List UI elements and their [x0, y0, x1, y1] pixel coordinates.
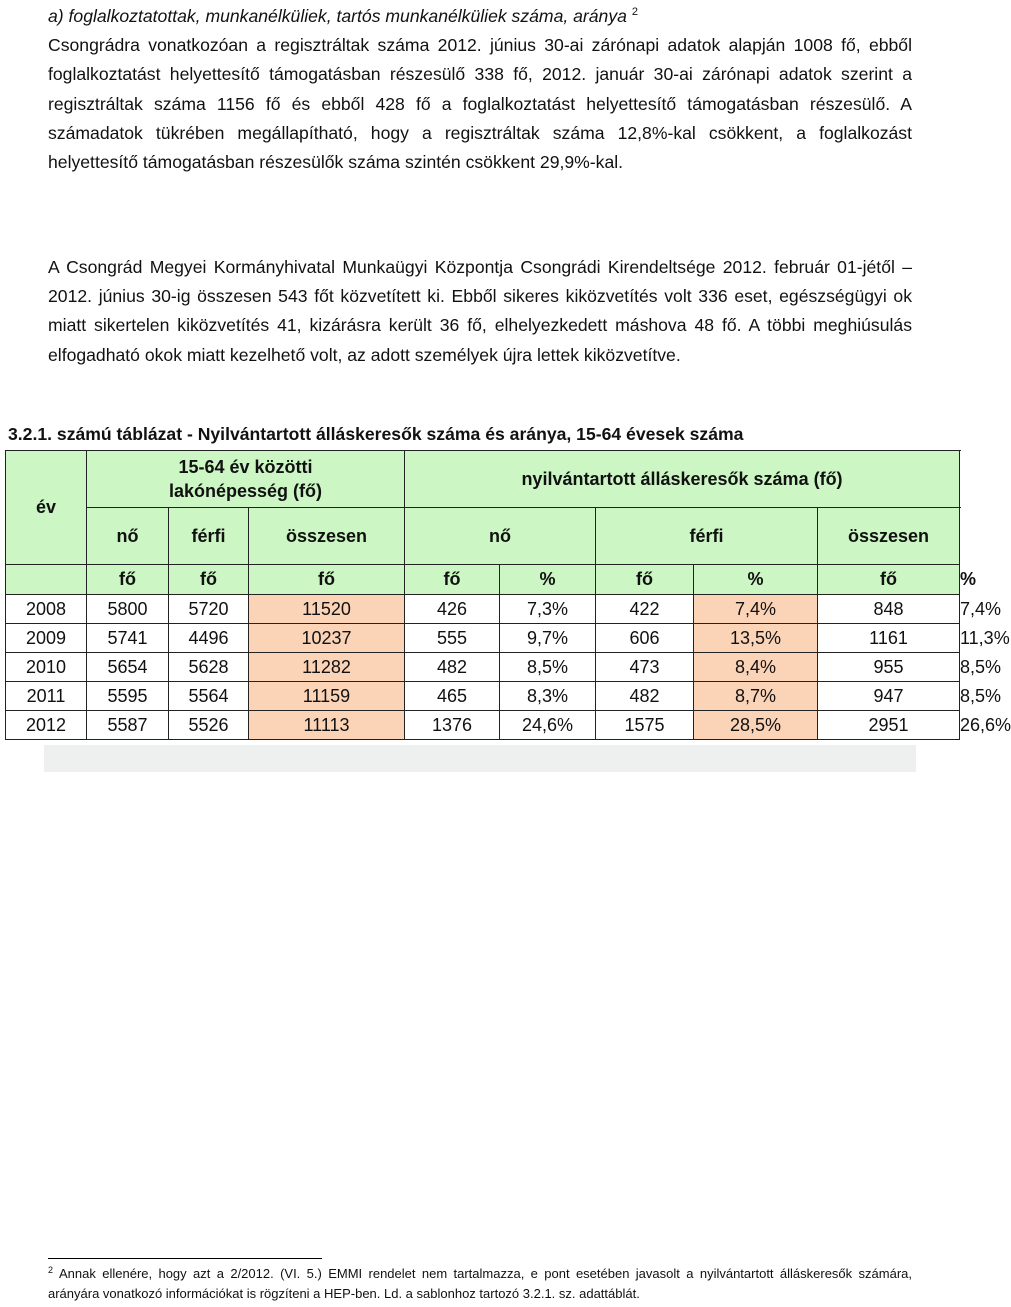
- table-cell: 4496: [169, 624, 249, 653]
- footnote-reference: 2: [631, 6, 638, 19]
- table-cell: 5741: [87, 624, 169, 653]
- header-unit-2: fő: [249, 565, 405, 595]
- table-cell: 28,5%: [694, 711, 818, 740]
- year-cell: 2011: [6, 682, 87, 711]
- table-body: [6, 595, 1011, 740]
- table-cell: 5526: [169, 711, 249, 740]
- intro-body: Csongrádra vonatkozóan a regisztráltak száma 2012. június 30-ai zárónapi adatok alapján 1008 fő, ebből foglalkoztatást helyettesítő támogatásban részesülő 338 fő, 2012. január 30-ai zárónapi adatok szerint a regisztráltak száma 1156 fő és ebből 428 fő a foglalkoztatást helyettesítő támogatásban részesülő. A számadatok tükrében megállapítható, hogy a regisztráltak száma 12,8%-kal csökkent, a foglalkozást helyettesítő támogatásban részesülők száma szintén csökkent 29,9%-kal.: [48, 35, 912, 173]
- table-cell: 5800: [87, 595, 169, 624]
- table-cell: 1575: [596, 711, 694, 740]
- table-cell: 5720: [169, 595, 249, 624]
- header-unit-4: %: [500, 565, 596, 595]
- header-population-group: 15-64 év közötti lakónépesség (fő): [87, 451, 405, 508]
- header-sub-4: férfi: [596, 508, 818, 565]
- header-sub-2: összesen: [249, 508, 405, 565]
- table-cell: 2951: [818, 711, 960, 740]
- footnote-text: Annak ellenére, hogy azt a 2/2012. (VI. 5.) EMMI rendelet nem tartalmazza, e pont esetében javasolt a nyilvántartott álláskeresők számára, arányára vonatkozó információkat is rögzíteni a HEP-ben. Ld. a sablonhoz tartozó 3.2.1. sz. adattáblát.: [48, 1266, 912, 1301]
- table-cell: 10237: [249, 624, 405, 653]
- table-cell: 8,7%: [694, 682, 818, 711]
- table-row: 2012 5587 5526 11113 1376 24,6% 1575 28,5% 2951 26,6%: [6, 711, 960, 740]
- header-unit-7: fő: [818, 565, 960, 595]
- header-unit-3: fő: [405, 565, 500, 595]
- footnote: [48, 1264, 912, 1304]
- table-cell: 955: [818, 653, 960, 682]
- header-unit-5: fő: [596, 565, 694, 595]
- grey-band: [44, 745, 916, 772]
- table-cell: 11520: [249, 595, 405, 624]
- header-unit-6: %: [694, 565, 818, 595]
- table-header-row-sub: [6, 508, 960, 565]
- year-cell: 2008: [6, 595, 87, 624]
- table-cell: 8,3%: [500, 682, 596, 711]
- table-cell: 11282: [249, 653, 405, 682]
- table-cell: 465: [405, 682, 500, 711]
- table-cell: 555: [405, 624, 500, 653]
- header-sub-0: nő: [87, 508, 169, 565]
- table-cell: 5654: [87, 653, 169, 682]
- table-cell: 1161: [818, 624, 960, 653]
- table-cell: 11159: [249, 682, 405, 711]
- table-row: 2011 5595 5564 11159 465 8,3% 482 8,7% 947 8,5%: [6, 682, 960, 711]
- table-header-row-groups: [6, 451, 960, 508]
- header-unit-0: fő: [87, 565, 169, 595]
- table-cell: 7,3%: [500, 595, 596, 624]
- table-cell: 11113: [249, 711, 405, 740]
- table-cell: 7,4%: [694, 595, 818, 624]
- table-cell: 5628: [169, 653, 249, 682]
- header-registered-group: nyilvántartott álláskeresők száma (fő): [405, 451, 960, 508]
- table-cell: 606: [596, 624, 694, 653]
- table-row: 2008 5800 5720 11520 426 7,3% 422 7,4% 848 7,4%: [6, 595, 960, 624]
- header-unit-1: fő: [169, 565, 249, 595]
- header-sub-5: összesen: [818, 508, 960, 565]
- footnote-marker: 2: [48, 1264, 54, 1275]
- table-cell: 24,6%: [500, 711, 596, 740]
- intro-paragraph: [48, 2, 912, 177]
- header-sub-3: nő: [405, 508, 596, 565]
- table-cell: 947: [818, 682, 960, 711]
- header-unit-year-blank: [6, 565, 87, 595]
- table-cell: 482: [596, 682, 694, 711]
- year-cell: 2009: [6, 624, 87, 653]
- table-cell: 9,7%: [500, 624, 596, 653]
- table-cell: 422: [596, 595, 694, 624]
- table-cell: 473: [596, 653, 694, 682]
- table-cell: 848: [818, 595, 960, 624]
- jobseekers-table: [5, 450, 1011, 740]
- table-cell: 426: [405, 595, 500, 624]
- table-cell: 5587: [87, 711, 169, 740]
- table-cell: 482: [405, 653, 500, 682]
- year-cell: 2012: [6, 711, 87, 740]
- table-cell: 13,5%: [694, 624, 818, 653]
- table-cell: 1376: [405, 711, 500, 740]
- table-row: 2010 5654 5628 11282 482 8,5% 473 8,4% 955 8,5%: [6, 653, 960, 682]
- table-header-row-units: fő fő fő fő % fő % fő %: [6, 565, 960, 595]
- table-cell: 5595: [87, 682, 169, 711]
- header-sub-1: férfi: [169, 508, 249, 565]
- placement-paragraph: A Csongrád Megyei Kormányhivatal Munkaügyi Központja Csongrádi Kirendeltsége 2012. február 01-jétől – 2012. június 30-ig összesen 543 főt közvetített ki. Ebből sikeres kiközvetítés volt 336 eset, egészségügyi ok miatt sikertelen kiközvetítés 41, kizárásra került 36 fő, elhelyezkedett máshova 48 fő. A többi meghiúsulás elfogadható okok miatt kezelhető volt, az adott személyek újra lettek kiközvetítve.: [48, 257, 912, 365]
- table-cell: 8,4%: [694, 653, 818, 682]
- table-row: 2009 5741 4496 10237 555 9,7% 606 13,5% 1161 11,3%: [6, 624, 960, 653]
- table-cell: 5564: [169, 682, 249, 711]
- year-cell: 2010: [6, 653, 87, 682]
- footnote-separator: [48, 1258, 322, 1259]
- intro-heading-item: a) foglalkoztatottak, munkanélküliek, tartós munkanélküliek száma, aránya: [48, 6, 627, 26]
- table-caption: 3.2.1. számú táblázat - Nyilvántartott álláskeresők száma és aránya, 15-64 évesek száma: [8, 424, 744, 444]
- header-year: év: [6, 451, 87, 565]
- table-cell: 8,5%: [500, 653, 596, 682]
